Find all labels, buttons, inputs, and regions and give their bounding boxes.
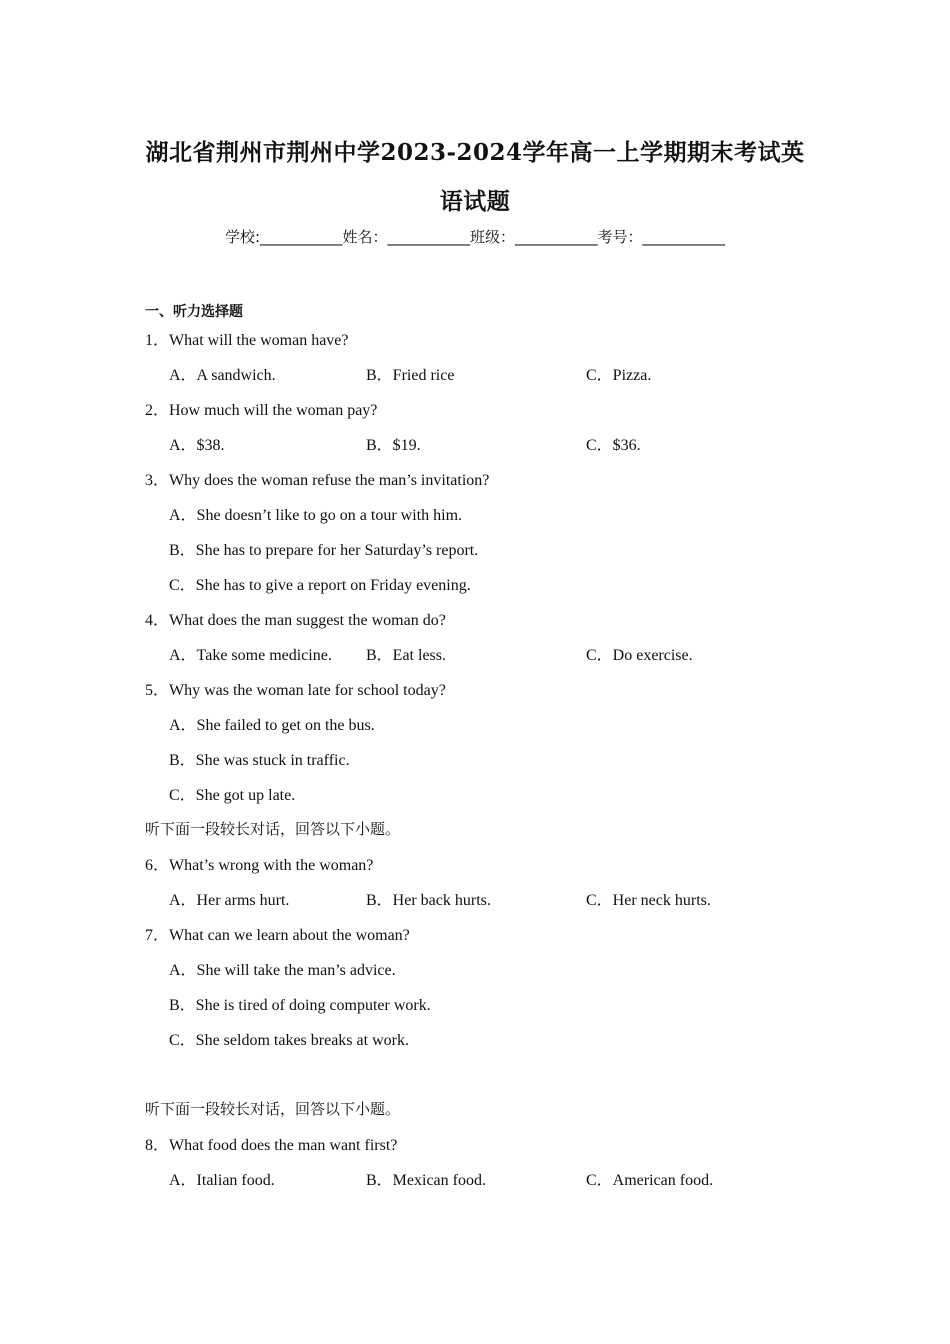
question-3-option-b: B．She has to prepare for her Saturday’s report. [169, 542, 479, 559]
question-1: 1．What will the woman have? [145, 332, 349, 349]
question-7-option-a: A．She will take the man’s advice. [169, 962, 396, 979]
document-title-line-2: 语试题 [439, 188, 511, 215]
question-8-option-c: C．American food. [586, 1172, 714, 1189]
question-6: 6．What’s wrong with the woman? [145, 857, 374, 874]
dialogue-instruction: 听下面一段较长对话，回答以下小题。 [145, 1100, 401, 1118]
question-4: 4．What does the man suggest the woman do? [145, 612, 446, 629]
question-3-option-c: C．She has to give a report on Friday evening. [169, 577, 471, 594]
question-7-option-c: C．She seldom takes breaks at work. [169, 1032, 409, 1049]
question-8-option-a: A．Italian food. [169, 1172, 275, 1189]
student-info-line: 学校:___________姓名：___________班级：___________考号：___________ [224, 228, 726, 246]
question-4-option-a: A．Take some medicine. [169, 647, 332, 664]
question-2-option-b: B．$19. [366, 437, 421, 454]
question-7: 7．What can we learn about the woman? [145, 927, 410, 944]
question-2-option-c: C．$36. [586, 437, 641, 454]
question-5: 5．Why was the woman late for school today? [145, 682, 446, 699]
question-1-option-a: A．A sandwich. [169, 367, 276, 384]
question-8: 8．What food does the man want first? [145, 1137, 398, 1154]
question-6-option-b: B．Her back hurts. [366, 892, 491, 909]
question-2-option-a: A．$38. [169, 437, 225, 454]
question-5-option-a: A．She failed to get on the bus. [169, 717, 375, 734]
question-3-option-a: A．She doesn’t like to go on a tour with him. [169, 507, 463, 524]
question-8-option-b: B．Mexican food. [366, 1172, 486, 1189]
question-5-option-b: B．She was stuck in traffic. [169, 752, 350, 769]
question-2: 2．How much will the woman pay? [145, 402, 378, 419]
question-6-option-c: C．Her neck hurts. [586, 892, 711, 909]
question-1-option-b: B．Fried rice [366, 367, 455, 384]
question-1-option-c: C．Pizza. [586, 367, 652, 384]
document-title-line-1: 湖北省荆州市荆州中学2023-2024学年高一上学期期末考试英 [145, 139, 805, 166]
dialogue-instruction: 听下面一段较长对话，回答以下小题。 [145, 820, 401, 838]
question-4-option-c: C．Do exercise. [586, 647, 693, 664]
question-6-option-a: A．Her arms hurt. [169, 892, 290, 909]
question-4-option-b: B．Eat less. [366, 647, 446, 664]
question-7-option-b: B．She is tired of doing computer work. [169, 997, 431, 1014]
question-3: 3．Why does the woman refuse the man’s invitation? [145, 472, 490, 489]
section-heading-listening: 一、听力选择题 [145, 304, 243, 320]
question-5-option-c: C．She got up late. [169, 787, 296, 804]
